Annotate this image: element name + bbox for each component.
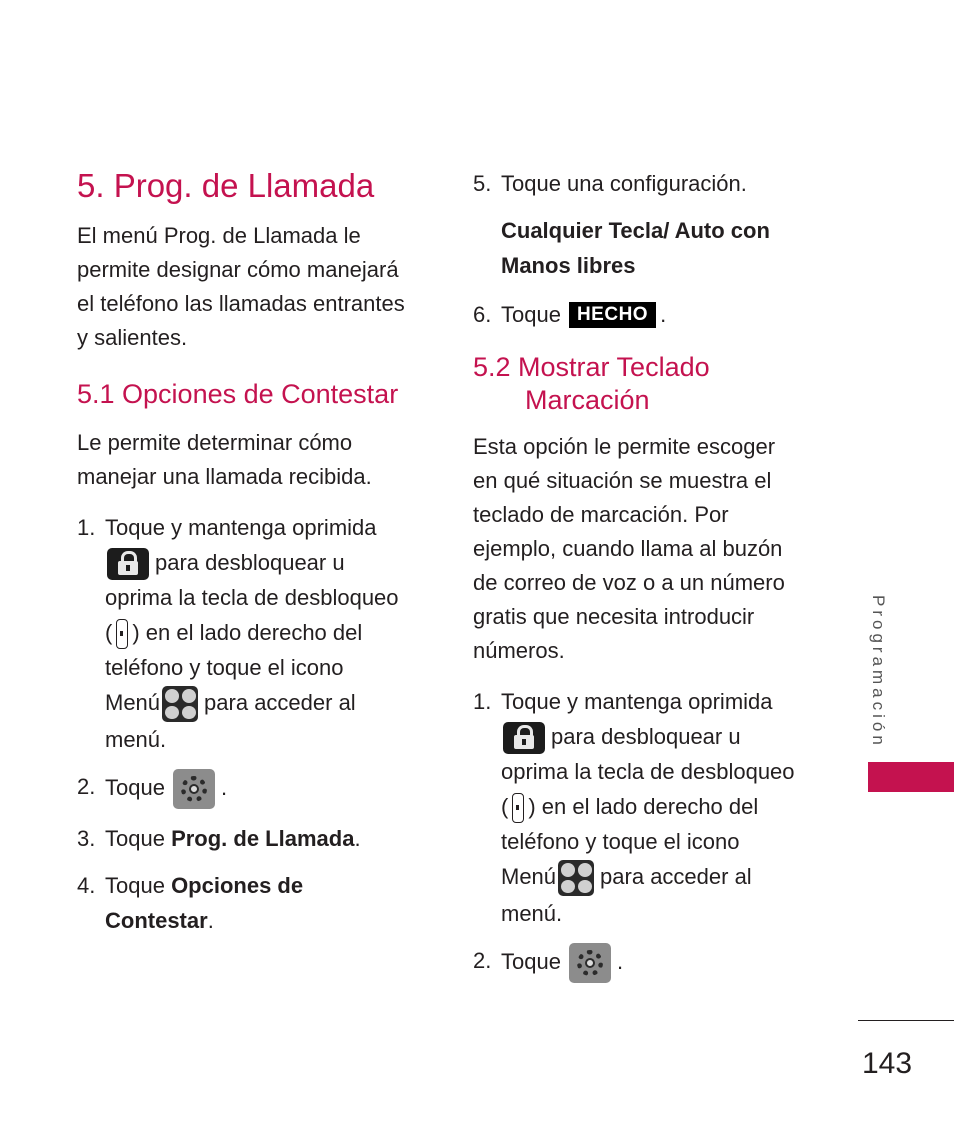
step-1: 1. Toque y mantenga oprimida para desbloquear u oprima la tecla de desbloqueo ( ) en el lado derecho del teléfono y toque el icono Menú para acceder al menú.: [77, 515, 399, 753]
step-4: 4. Toque Opciones de Contestar.: [77, 873, 304, 934]
show-dialpad-description: Esta opción le permite escoger en qué situación se muestra el teclado de marcación. Por ejemplo, cuando llama al buzón de correo de voz o a un número gratis que necesita introducir números.: [473, 434, 785, 663]
page-number: 143: [862, 1047, 913, 1080]
lock-icon: [503, 722, 545, 754]
answer-options-description: Le permite determinar cómo manejar una llamada recibida.: [77, 430, 372, 489]
step-5: 5. Toque una configuración.: [473, 171, 747, 196]
footer-divider: [858, 1020, 954, 1021]
menu-icon: [162, 686, 198, 722]
step-6: 6. Toque HECHO .: [473, 302, 667, 327]
section-side-label: Programación: [869, 595, 888, 749]
settings-gear-icon: [569, 943, 611, 983]
right-column: [473, 166, 833, 983]
lock-icon: [107, 548, 149, 580]
step-3: 3. Toque Prog. de Llamada.: [77, 826, 361, 852]
done-button: HECHO: [569, 302, 656, 328]
step-2: 2. Toque .: [77, 769, 437, 809]
setting-options: Cualquier Tecla/ Auto con Manos libres: [501, 218, 770, 278]
section-heading-show-dialpad: 5.2 Mostrar Teclado Marcación: [473, 352, 710, 415]
side-key-icon: [512, 793, 524, 823]
intro-paragraph: El menú Prog. de Llamada le permite designar cómo manejará el teléfono las llamadas entrantes y salientes.: [77, 223, 405, 350]
dialpad-step-2: 2. Toque .: [473, 943, 833, 983]
menu-icon: [558, 860, 594, 896]
section-heading-answer-options: 5.1 Opciones de Contestar: [77, 379, 399, 409]
settings-gear-icon: [173, 769, 215, 809]
dialpad-step-1: 1. Toque y mantenga oprimida para desbloquear u oprima la tecla de desbloqueo ( ) en el lado derecho del teléfono y toque el icono Menú para acceder al menú.: [473, 689, 795, 927]
section-side-tab: [868, 762, 954, 792]
page-title: 5. Prog. de Llamada: [77, 167, 375, 204]
left-column: [77, 166, 437, 938]
side-key-icon: [116, 619, 128, 649]
